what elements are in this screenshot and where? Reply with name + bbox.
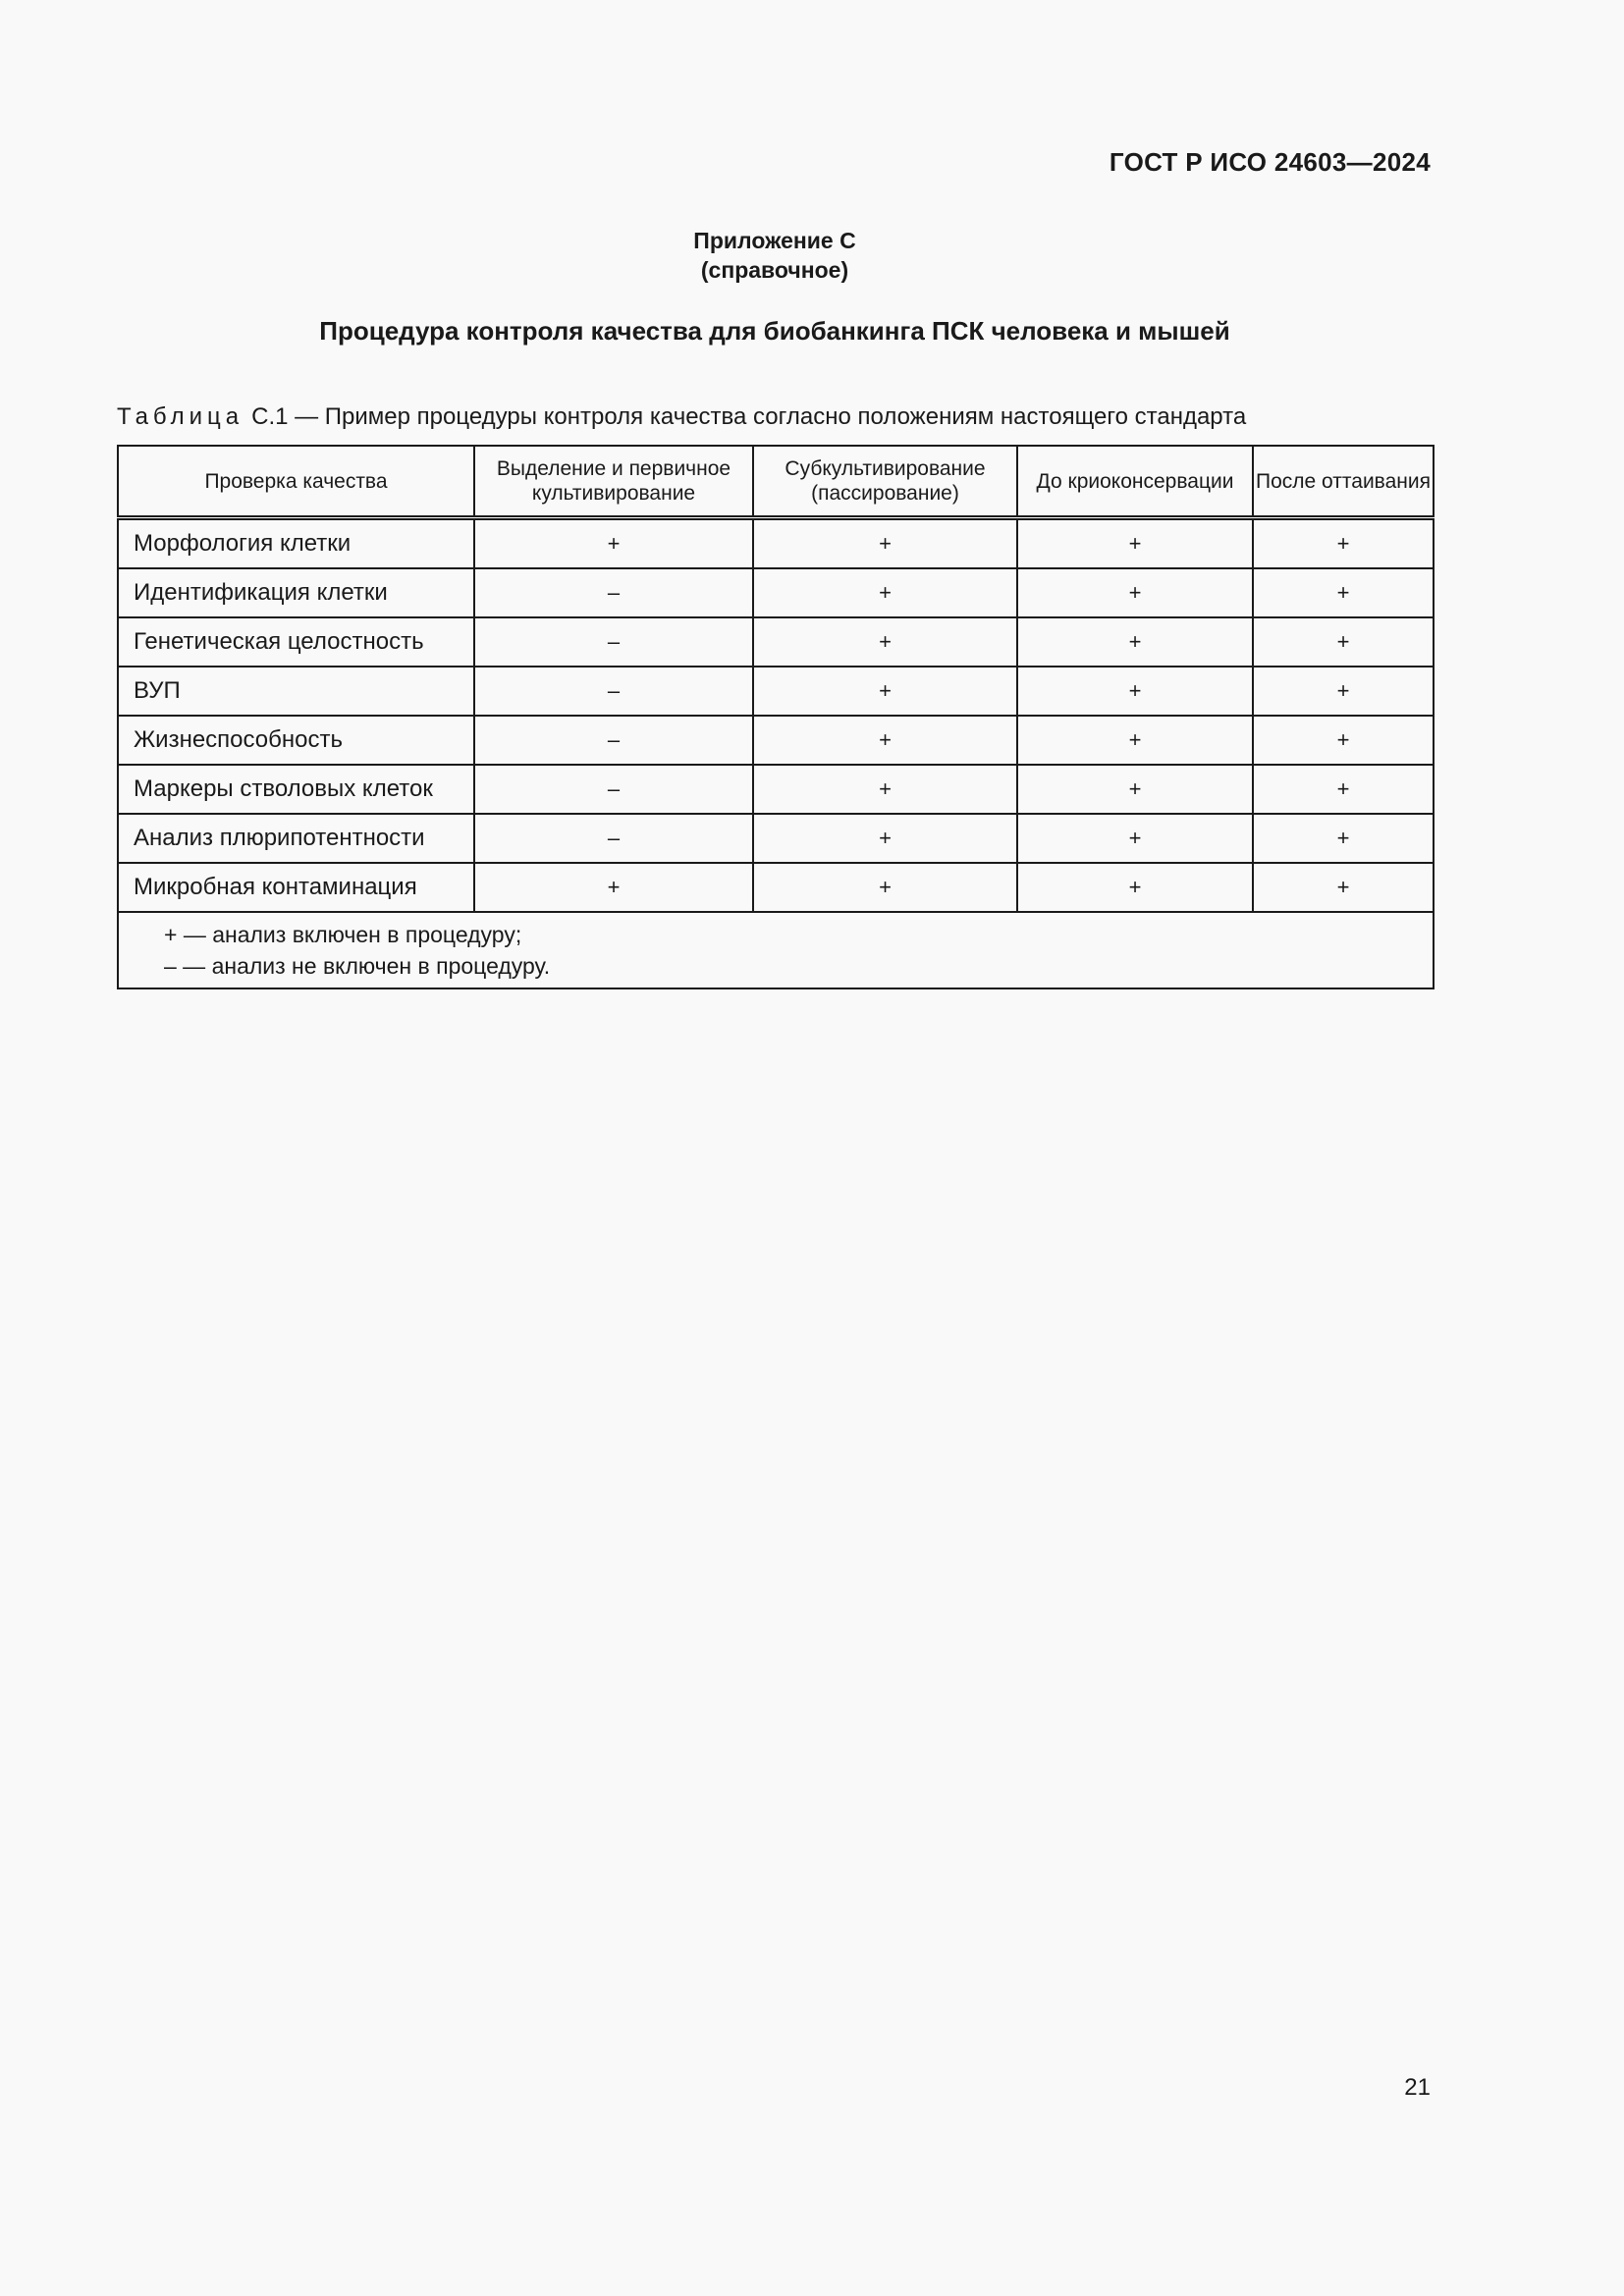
table-cell: + [1017,814,1253,863]
table-cell: – [474,617,753,667]
table-cell: + [753,667,1017,716]
table-cell: – [474,716,753,765]
column-header: После оттаивания [1253,446,1434,518]
legend-excluded: – — анализ не включен в процедуру. [164,953,551,979]
annex-heading [0,226,1549,285]
table-cell: – [474,814,753,863]
table-cell: + [1017,863,1253,912]
table-row [118,617,1434,667]
table-row [118,716,1434,765]
row-label: ВУП [118,667,474,716]
row-label: Жизнеспособность [118,716,474,765]
table-cell: + [474,518,753,569]
table-cell: + [1253,667,1434,716]
table-cell: + [753,814,1017,863]
table-cell: + [1017,667,1253,716]
table-legend-row [118,912,1434,988]
table-row [118,568,1434,617]
table-cell: – [474,667,753,716]
row-label: Генетическая целостность [118,617,474,667]
annex-status: (справочное) [700,257,849,283]
table-cell: + [753,765,1017,814]
table-cell: + [1017,617,1253,667]
annex-label: Приложение С [693,228,856,253]
table-cell: + [753,863,1017,912]
table-cell: + [1253,617,1434,667]
row-label: Анализ плюрипотентности [118,814,474,863]
table-cell: + [753,568,1017,617]
table-header-row [118,446,1434,518]
page-number: 21 [1404,2074,1431,2101]
table-cell: + [1017,568,1253,617]
table-caption-prefix: Таблица [117,403,244,430]
document-code: ГОСТ Р ИСО 24603—2024 [1109,147,1431,177]
table-caption [117,403,1246,431]
table-cell: + [753,518,1017,569]
table-cell: + [1017,518,1253,569]
table-row [118,518,1434,569]
row-label: Морфология клетки [118,518,474,569]
row-label: Маркеры стволовых клеток [118,765,474,814]
quality-control-table [117,445,1435,989]
table-cell: + [1253,863,1434,912]
column-header: До криоконсервации [1017,446,1253,518]
table-cell: + [1253,568,1434,617]
table-cell: + [753,716,1017,765]
table-row [118,765,1434,814]
legend-included: + — анализ включен в процедуру; [164,922,522,947]
page-title: Процедура контроля качества для биобанкинга ПСК человека и мышей [319,316,1230,346]
table-caption-text: С.1 — Пример процедуры контроля качества согласно положениям настоящего стандарта [251,403,1247,430]
table-cell: + [1017,765,1253,814]
table-cell: + [474,863,753,912]
table-cell: + [1017,716,1253,765]
table-cell: – [474,765,753,814]
row-label: Микробная контаминация [118,863,474,912]
row-label: Идентификация клетки [118,568,474,617]
table-row [118,863,1434,912]
table-row [118,667,1434,716]
table-cell: – [474,568,753,617]
table-legend [118,912,1434,988]
table-cell: + [1253,716,1434,765]
column-header: Проверка качества [118,446,474,518]
table-cell: + [1253,765,1434,814]
table-cell: + [1253,814,1434,863]
column-header: Субкультивирование (пассирование) [753,446,1017,518]
table-cell: + [1253,518,1434,569]
column-header: Выделение и первичное культивирование [474,446,753,518]
table-cell: + [753,617,1017,667]
table-row [118,814,1434,863]
